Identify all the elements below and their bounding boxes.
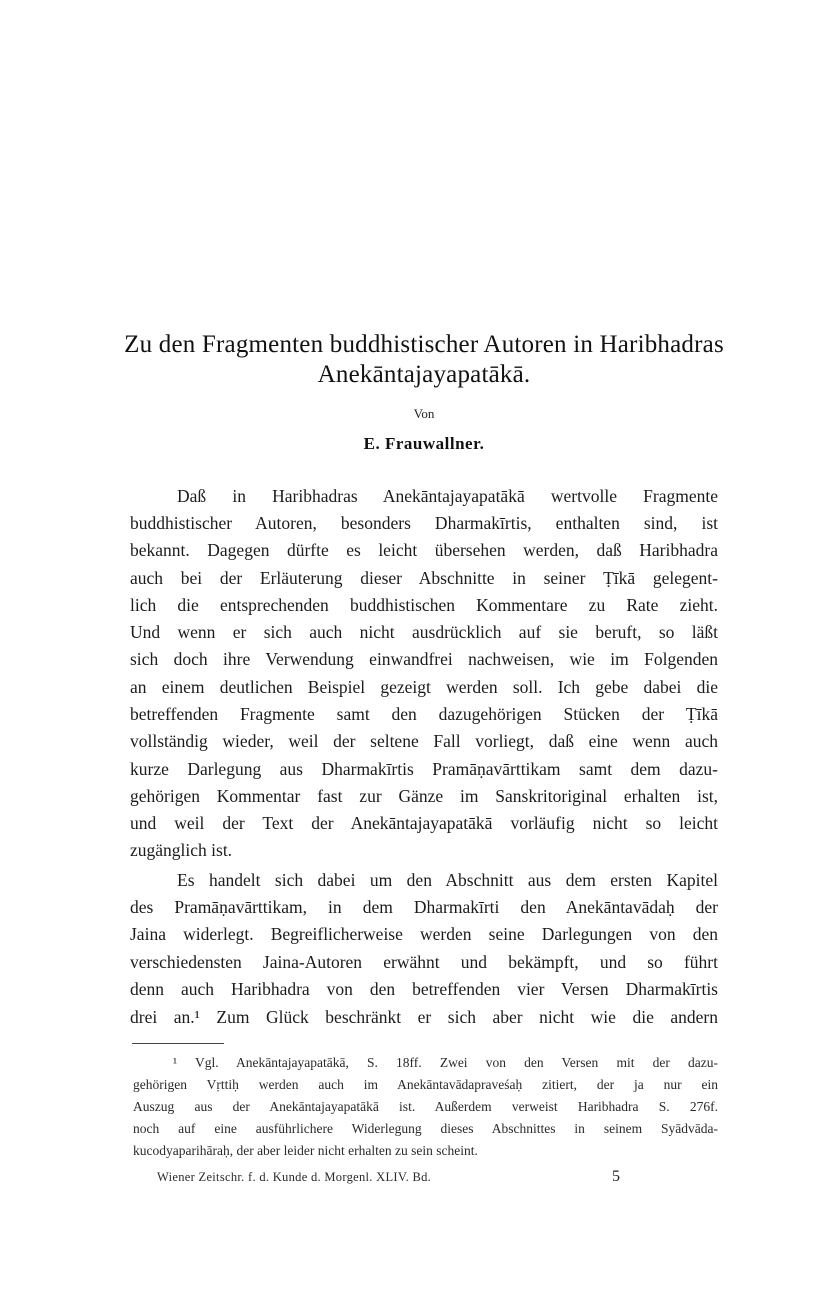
body-line: vollständig wieder, weil der seltene Fall vorliegt, daß eine wenn auch (130, 731, 718, 751)
body-line: Jaina widerlegt. Begreiflicherweise werden seine Darlegungen von den (130, 924, 718, 944)
body-line: an einem deutlichen Beispiel gezeigt werden soll. Ich gebe dabei die (130, 677, 718, 697)
byline: Von (413, 406, 435, 421)
body-line: lich die entsprechenden buddhistischen Kommentare zu Rate zieht. (130, 595, 718, 615)
body-line: Es handelt sich dabei um den Abschnitt aus dem ersten Kapitel (177, 870, 718, 890)
body-line: bekannt. Dagegen dürfte es leicht übersehen werden, daß Haribhadra (130, 540, 718, 560)
footnote-line: gehörigen Vṛttiḥ werden auch im Anekāntavādapraveśaḥ zitiert, der ja nur ein (133, 1077, 718, 1092)
body-line: zugänglich ist. (130, 840, 233, 860)
footnote-separator (132, 1043, 224, 1044)
body-line: buddhistischer Autoren, besonders Dharmakīrtis, enthalten sind, ist (130, 513, 718, 533)
article-title-line-2: Anekāntajayapatākā. (317, 361, 531, 388)
body-line: verschiedensten Jaina-Autoren erwähnt und bekämpft, und so führt (130, 952, 718, 972)
body-line: betreffenden Fragmente samt den dazugehörigen Stücken der Ṭīkā (130, 704, 718, 724)
body-line: auch bei der Erläuterung dieser Abschnitte in seiner Ṭīkā gelegent- (130, 568, 718, 588)
article-title-line-1: Zu den Fragmenten buddhistischer Autoren in Haribhadras (124, 331, 724, 358)
body-line: drei an.¹ Zum Glück beschränkt er sich aber nicht wie die andern (130, 1007, 718, 1027)
body-line: Daß in Haribhadras Anekāntajayapatākā wertvolle Fragmente (177, 486, 718, 506)
body-line: sich doch ihre Verwendung einwandfrei nachweisen, wie im Folgenden (130, 649, 718, 669)
footnote-line: kucodyaparihāraḥ, der aber leider nicht erhalten zu sein scheint. (133, 1143, 478, 1158)
body-line: denn auch Haribhadra von den betreffenden vier Versen Dharmakīrtis (130, 979, 718, 999)
body-line: gehörigen Kommentar fast zur Gänze im Sanskritoriginal erhalten ist, (130, 786, 718, 806)
journal-signature: Wiener Zeitschr. f. d. Kunde d. Morgenl. XLIV. Bd. (157, 1170, 432, 1184)
page-number: 5 (612, 1168, 620, 1185)
footnote-line: Auszug aus der Anekāntajayapatākā ist. Außerdem verweist Haribhadra S. 276f. (133, 1099, 718, 1114)
body-line: des Pramāṇavārttikam, in dem Dharmakīrti den Anekāntavādaḥ der (130, 897, 718, 917)
author-name: E. Frauwallner. (363, 434, 485, 453)
body-line: und weil der Text der Anekāntajayapatākā vorläufig nicht so leicht (130, 813, 718, 833)
footnote-line: noch auf eine ausführlichere Widerlegung dieses Abschnittes in seinem Syādvāda- (133, 1121, 718, 1136)
body-line: kurze Darlegung aus Dharmakīrtis Pramāṇavārttikam samt dem dazu- (130, 759, 718, 779)
body-line: Und wenn er sich auch nicht ausdrücklich auf sie beruft, so läßt (130, 622, 718, 642)
footnote-line: ¹ Vgl. Anekāntajayapatākā, S. 18ff. Zwei von den Versen mit der dazu- (173, 1055, 718, 1070)
